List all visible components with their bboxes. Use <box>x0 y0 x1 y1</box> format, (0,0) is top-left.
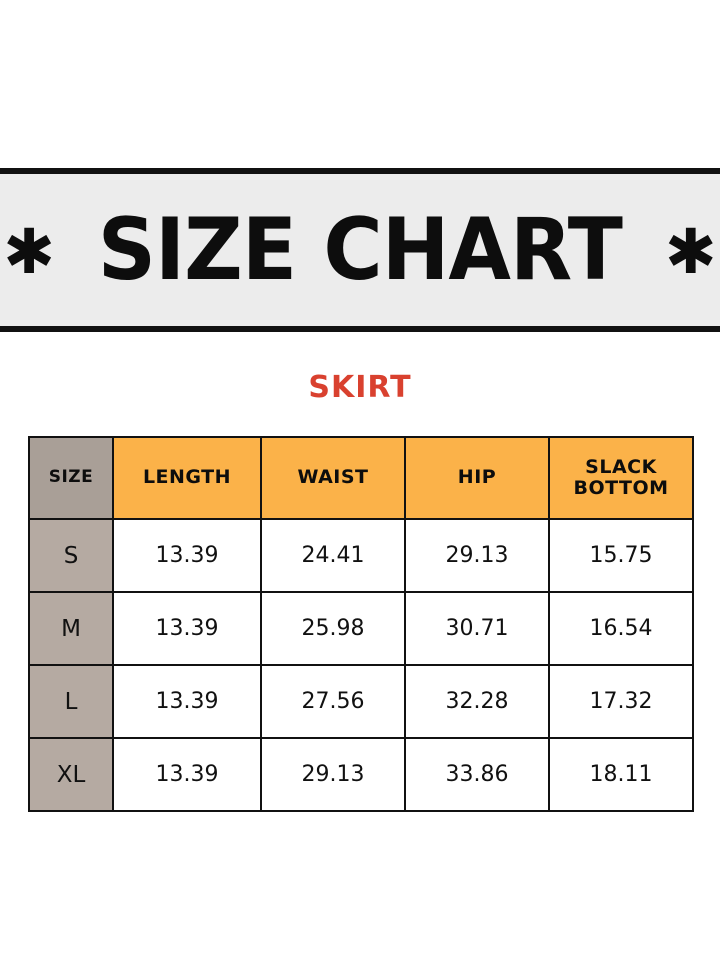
cell-slack-bottom: 18.11 <box>549 738 693 811</box>
asterisk-icon-right: ✱ <box>664 215 717 288</box>
table-body <box>29 519 693 811</box>
table-header-row <box>29 437 693 519</box>
table-row <box>29 665 693 738</box>
column-header-length: LENGTH <box>113 437 261 519</box>
cell-length: 13.39 <box>113 519 261 592</box>
asterisk-icon-left: ✱ <box>3 215 56 288</box>
cell-hip: 29.13 <box>405 519 549 592</box>
cell-length: 13.39 <box>113 592 261 665</box>
column-header-slack-bottom: SLACK BOTTOM <box>549 437 693 519</box>
cell-hip: 30.71 <box>405 592 549 665</box>
cell-waist: 27.56 <box>261 665 405 738</box>
garment-subtitle: SKIRT <box>308 370 412 405</box>
cell-slack-bottom: 15.75 <box>549 519 693 592</box>
cell-length: 13.39 <box>113 665 261 738</box>
cell-waist: 29.13 <box>261 738 405 811</box>
table-header <box>29 437 693 519</box>
cell-length: 13.39 <box>113 738 261 811</box>
column-header-hip: HIP <box>405 437 549 519</box>
size-table-wrapper <box>28 436 692 812</box>
size-table <box>28 436 694 812</box>
column-header-waist: WAIST <box>261 437 405 519</box>
cell-slack-bottom: 16.54 <box>549 592 693 665</box>
table-row <box>29 519 693 592</box>
title-banner <box>0 168 720 332</box>
cell-size: S <box>29 519 113 592</box>
table-row <box>29 738 693 811</box>
cell-waist: 24.41 <box>261 519 405 592</box>
cell-hip: 32.28 <box>405 665 549 738</box>
cell-waist: 25.98 <box>261 592 405 665</box>
page-title: SIZE CHART <box>97 200 623 300</box>
cell-size: L <box>29 665 113 738</box>
cell-size: M <box>29 592 113 665</box>
cell-slack-bottom: 17.32 <box>549 665 693 738</box>
cell-hip: 33.86 <box>405 738 549 811</box>
table-row <box>29 592 693 665</box>
column-header-size: SIZE <box>29 437 113 519</box>
cell-size: XL <box>29 738 113 811</box>
